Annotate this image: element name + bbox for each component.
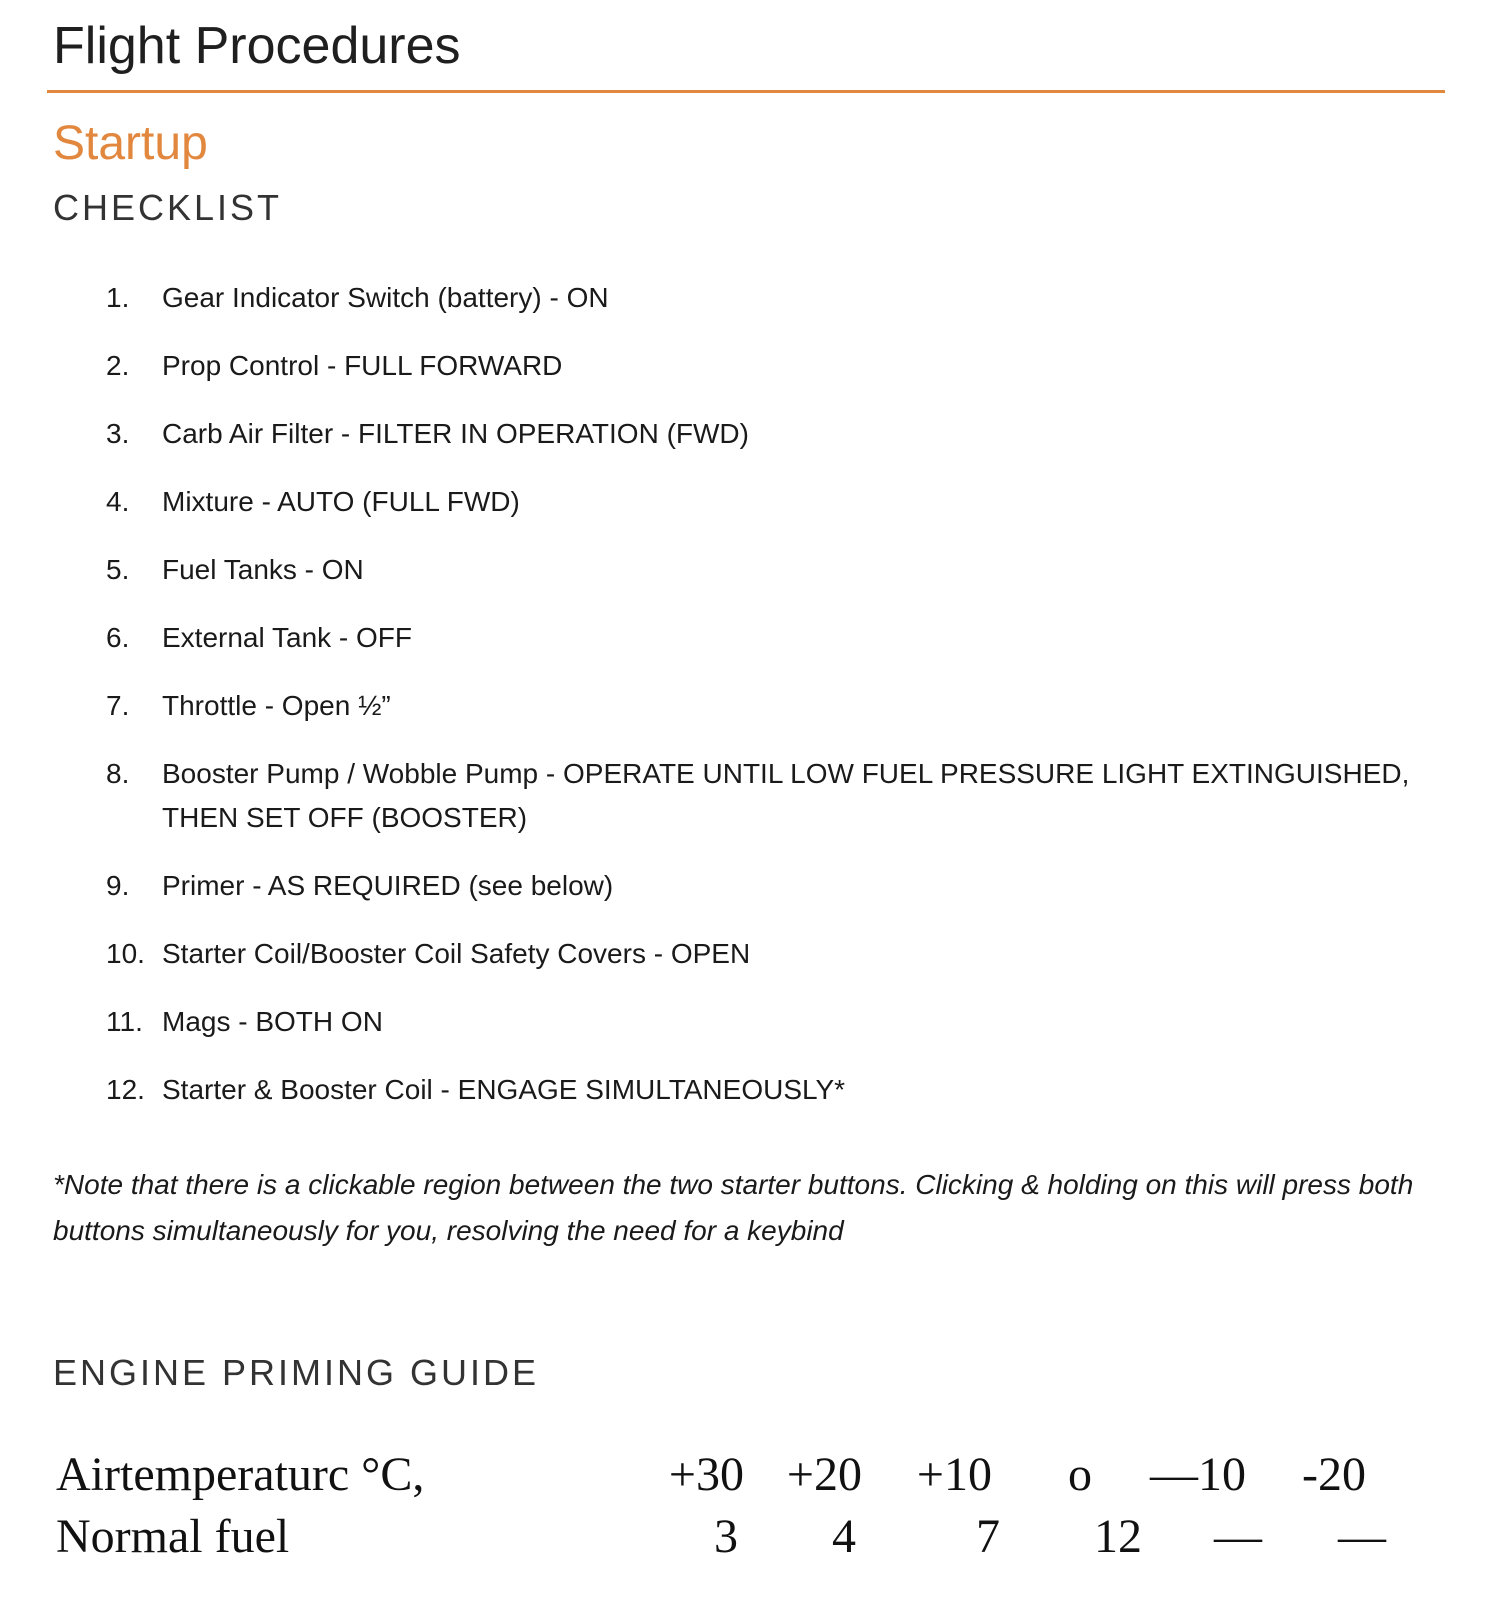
table-cell: — [1214,1510,1262,1563]
item-number: 9. [106,870,130,901]
item-number: 8. [106,758,130,789]
item-number: 6. [106,622,130,653]
table-cell: +10 [916,1448,992,1501]
item-number: 1. [106,282,130,313]
item-text: Starter & Booster Coil - ENGAGE SIMULTANEOUSLY* [162,1074,846,1105]
item-text: Gear Indicator Switch (battery) - ON [162,282,609,313]
priming-table [56,1447,1456,1587]
item-text: Mixture - AUTO (FULL FWD) [162,486,520,517]
item-number: 10. [106,938,145,969]
item-number: 7. [106,690,130,721]
item-text: Carb Air Filter - FILTER IN OPERATION (FWD) [162,418,749,449]
item-text: Booster Pump / Wobble Pump - OPERATE UNTIL LOW FUEL PRESSURE LIGHT EXTINGUISHED, THEN SET OFF (BOOSTER) [162,758,1410,833]
table-cell: o [1068,1448,1092,1501]
item-number: 3. [106,418,130,449]
checklist-heading: CHECKLIST [53,187,283,228]
table-cell: -20 [1302,1448,1366,1501]
table-row-air-temperature [56,1447,1456,1507]
section-heading-startup: Startup [53,117,208,170]
table-cell: 7 [976,1510,1000,1563]
item-text: Prop Control - FULL FORWARD [162,350,563,381]
item-text: Fuel Tanks - ON [162,554,364,585]
item-number: 4. [106,486,130,517]
table-cell: 3 [714,1510,738,1563]
priming-guide-heading: ENGINE PRIMING GUIDE [53,1352,540,1393]
item-number: 5. [106,554,130,585]
title-divider [47,90,1445,93]
table-cell: — [1338,1510,1386,1563]
item-number: 11. [106,1006,143,1037]
starter-note: *Note that there is a clickable region between the two starter buttons. Clicking & holding on this will press both buttons simultaneously for you, resolving the need for a keybind [53,1169,1414,1246]
table-cell: 4 [832,1510,856,1563]
row-label: Normal fuel [56,1510,290,1563]
item-text: Mags - BOTH ON [162,1006,383,1037]
page-title: Flight Procedures [53,17,461,75]
item-number: 2. [106,350,130,381]
table-cell: 12 [1094,1510,1142,1563]
row-label: Airtemperaturc °C, [56,1448,425,1501]
table-row-normal-fuel [56,1509,1456,1569]
table-cell: +30 [668,1448,744,1501]
item-text: Starter Coil/Booster Coil Safety Covers - OPEN [162,938,751,969]
item-text: Primer - AS REQUIRED (see below) [162,870,614,901]
table-cell: —10 [1150,1448,1246,1501]
item-text: External Tank - OFF [162,622,413,653]
item-number: 12. [106,1074,145,1105]
table-cell: +20 [786,1448,862,1501]
item-text: Throttle - Open ½” [162,690,391,721]
